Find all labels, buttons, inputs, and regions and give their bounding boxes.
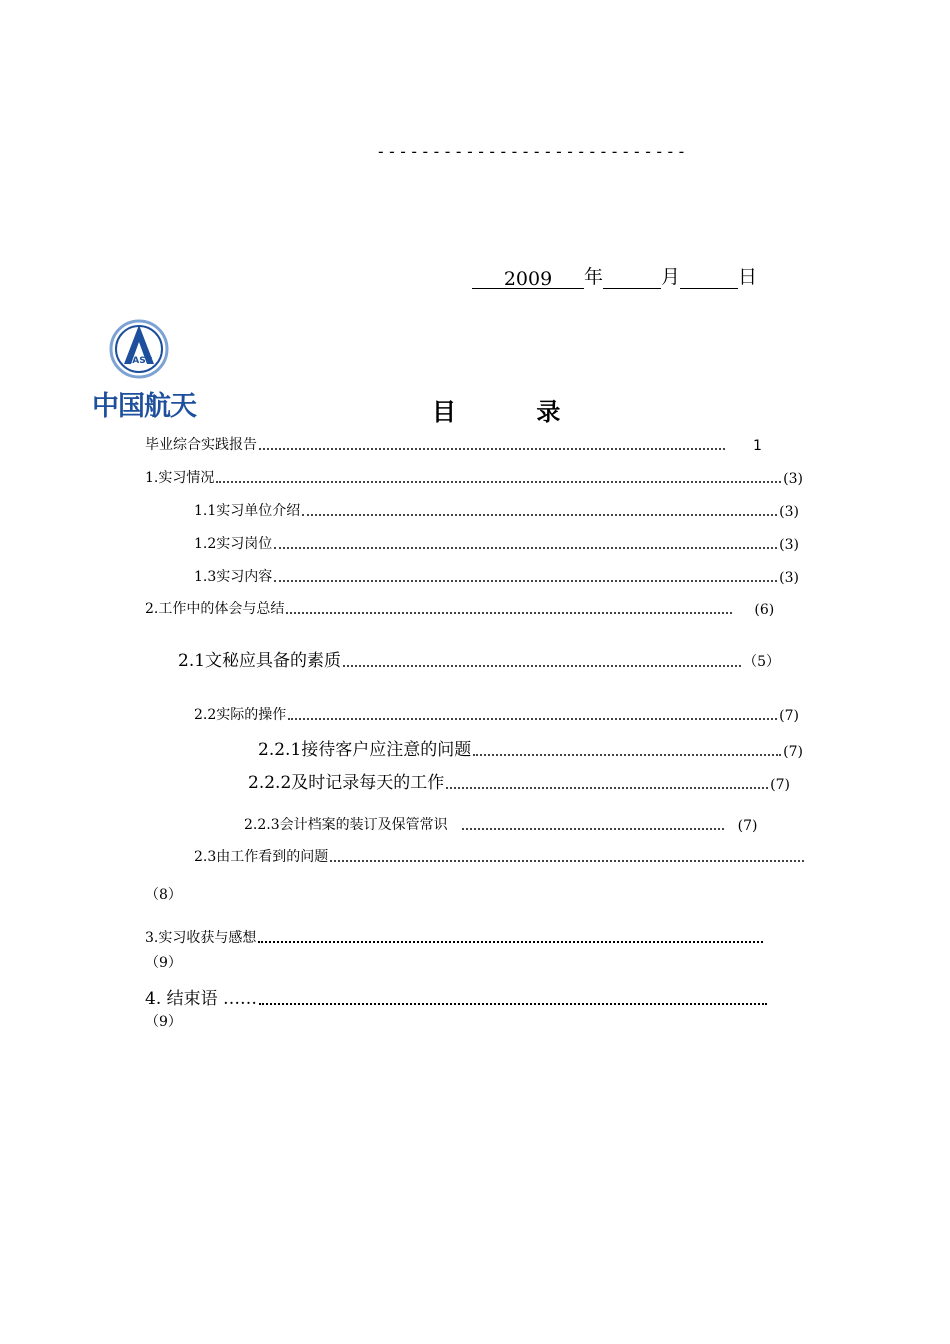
toc-item bbox=[194, 566, 799, 586]
toc-leader bbox=[473, 732, 781, 756]
date-line bbox=[472, 262, 757, 289]
toc-item-page: （9） bbox=[145, 955, 182, 971]
toc-item-label: 4. 结束语 …… bbox=[145, 989, 258, 1009]
toc-item-label: 1.1实习单位介绍 bbox=[194, 503, 301, 520]
toc-title: 目 录 bbox=[432, 398, 597, 426]
toc-item-page: (3) bbox=[779, 504, 799, 521]
toc-leader bbox=[258, 923, 763, 943]
toc-item bbox=[244, 814, 799, 834]
toc-item-label: 3.实习收获与感想 bbox=[145, 930, 257, 947]
toc-item bbox=[145, 927, 765, 947]
toc-leader bbox=[286, 594, 732, 614]
toc-item-page: （8） bbox=[145, 887, 182, 903]
toc-item-label: 2.工作中的体会与总结 bbox=[145, 601, 285, 618]
toc-leader bbox=[259, 981, 767, 1005]
toc-item bbox=[258, 735, 803, 760]
toc-item-label: 2.2.2及时记录每天的工作 bbox=[248, 773, 445, 793]
toc-leader bbox=[274, 562, 777, 582]
toc-item-label: 2.2实际的操作 bbox=[194, 707, 287, 724]
toc-item-label: 2.2.1接待客户应注意的问题 bbox=[258, 740, 472, 760]
toc-item-page: (3) bbox=[779, 570, 799, 587]
separator-dashes: ---------------------------- bbox=[376, 142, 688, 161]
toc-item bbox=[145, 467, 803, 487]
toc-item-label: 2.2.3会计档案的装订及保管常识 bbox=[244, 817, 448, 834]
toc-item-page: (7) bbox=[770, 777, 790, 793]
toc-leader bbox=[274, 529, 777, 549]
toc-item-page: (3) bbox=[779, 537, 799, 554]
toc-item-page: 1 bbox=[753, 438, 762, 455]
date-month-blank bbox=[603, 268, 661, 289]
toc-item bbox=[194, 846, 806, 866]
toc-item bbox=[248, 768, 790, 793]
toc-item bbox=[145, 984, 769, 1009]
emblem-text: CASC bbox=[125, 356, 153, 366]
toc-item-page: (7) bbox=[779, 708, 799, 725]
toc-item-label: 1.3实习内容 bbox=[194, 569, 273, 586]
date-month-char: 月 bbox=[661, 266, 681, 288]
date-day-blank bbox=[680, 268, 738, 289]
toc-item-label: 2.1文秘应具备的素质 bbox=[178, 651, 342, 671]
toc-item bbox=[178, 646, 780, 671]
toc-item-page: （5） bbox=[743, 654, 780, 670]
toc-leader bbox=[330, 842, 804, 862]
toc-item-label: 毕业综合实践报告 bbox=[145, 437, 257, 454]
toc-leader bbox=[259, 430, 725, 450]
toc-leader bbox=[216, 463, 781, 483]
toc-item-page: (7) bbox=[783, 744, 803, 760]
date-day-char: 日 bbox=[738, 266, 758, 288]
toc-item-label: 1.实习情况 bbox=[145, 470, 215, 487]
toc-item-label: 1.2实习岗位 bbox=[194, 536, 273, 553]
toc-item-page: (3) bbox=[783, 471, 803, 488]
toc-item-label: 2.3由工作看到的问题 bbox=[194, 849, 329, 866]
toc-item bbox=[194, 500, 799, 520]
toc-item bbox=[194, 704, 799, 724]
toc-item-page: （9） bbox=[145, 1014, 182, 1030]
toc-leader bbox=[288, 700, 777, 720]
toc-item bbox=[194, 533, 799, 553]
toc-item-page: (7) bbox=[737, 818, 758, 835]
toc-item bbox=[145, 434, 783, 454]
toc-leader bbox=[302, 496, 777, 516]
toc-item-page: (6) bbox=[754, 602, 775, 619]
toc-item bbox=[145, 598, 803, 618]
toc-leader bbox=[343, 643, 741, 667]
toc-leader bbox=[446, 765, 768, 789]
date-year: 2009 bbox=[472, 268, 584, 289]
date-year-char: 年 bbox=[584, 266, 604, 288]
logo-name: 中国航天 bbox=[92, 391, 196, 422]
toc-leader bbox=[462, 810, 724, 830]
